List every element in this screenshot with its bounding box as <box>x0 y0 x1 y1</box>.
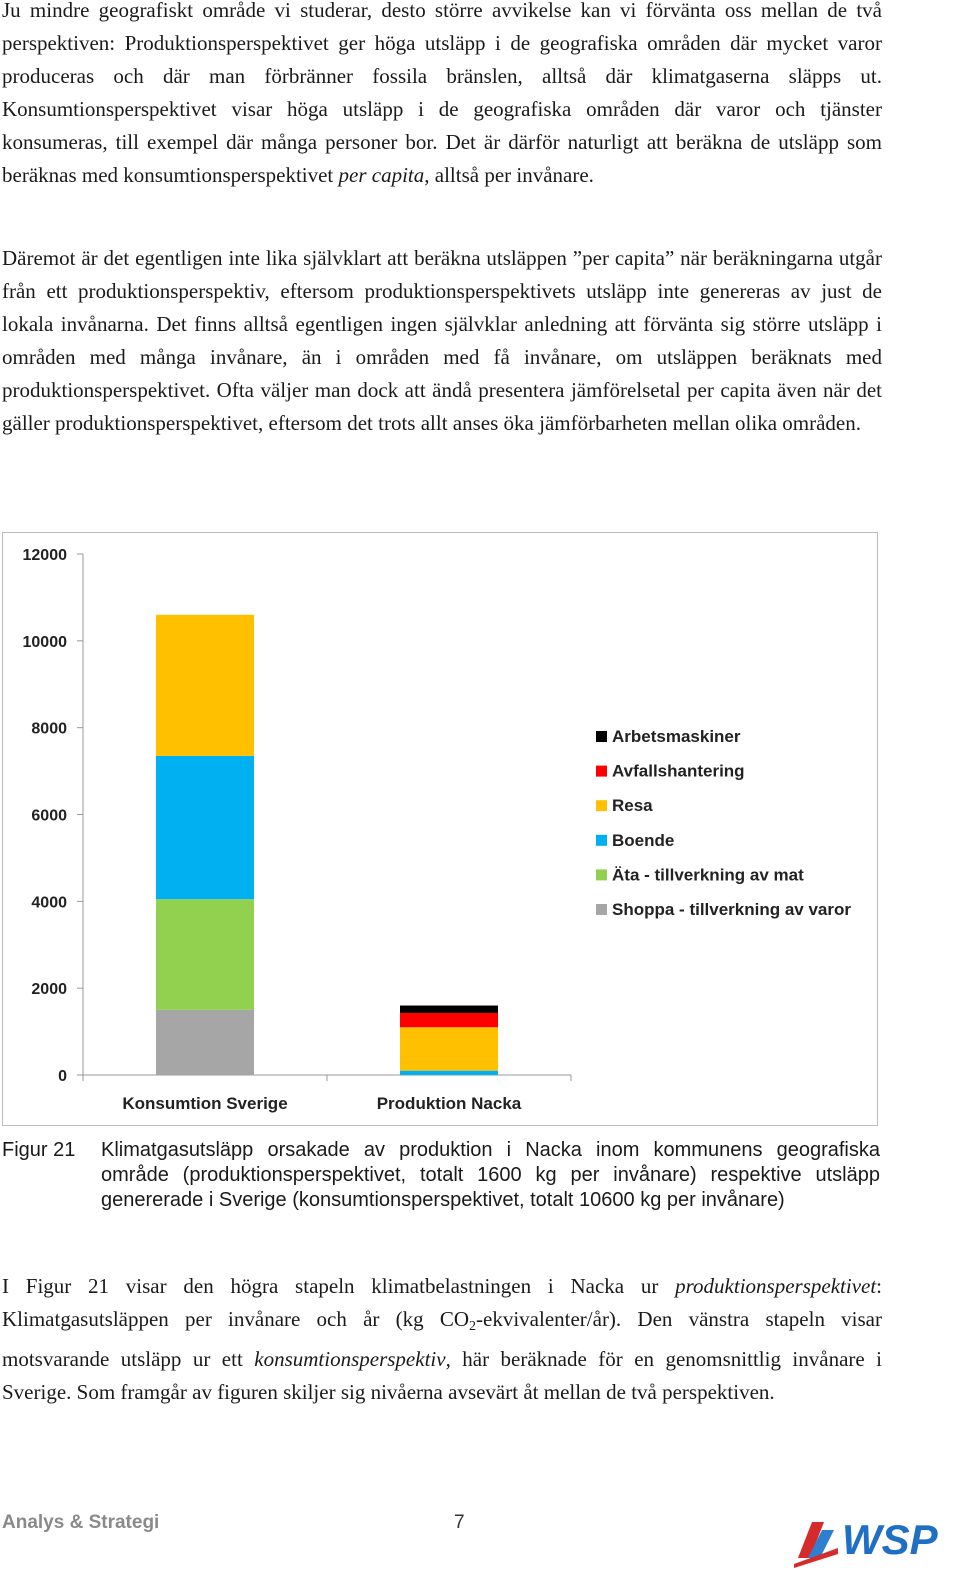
legend-swatch-1 <box>596 766 607 777</box>
p3-a-italic: produktionsperspektivet <box>675 1274 877 1298</box>
legend-swatch-0 <box>596 731 607 742</box>
paragraph-1-italic: per capita <box>338 163 425 187</box>
y-tick-label-6: 12000 <box>22 547 67 564</box>
figure-caption: Klimatgasutsläpp orsakade av produktion i Nacka inom kommunens geografiska område (produktionsperspektivet, totalt 1600 kg per invånare) respektive utsläpp genererade i Sverige (konsumtionsperspektivet, totalt 10600 kg per invånare) <box>101 1139 880 1211</box>
emissions-chart <box>2 532 878 1126</box>
legend-label-2: Resa <box>612 796 653 816</box>
legend-label-4: Äta - tillverkning av mat <box>612 865 804 885</box>
category-label-0: Konsumtion Sverige <box>122 1094 288 1113</box>
y-tick-label-3: 6000 <box>31 807 67 825</box>
bar-segment-1-4 <box>400 1013 498 1027</box>
paragraph-1 <box>2 0 882 192</box>
p3-b: : Klimatgasutsläppen per invånare och år (kg CO <box>2 1274 883 1331</box>
page-number: 7 <box>454 1512 465 1533</box>
y-tick-label-4: 8000 <box>31 720 67 738</box>
p3-d: , här beräknade för en genomsnittlig invånare i Sverige. Som framgår av figuren skiljer sig nivåerna avsevärt åt mellan de två perspektiven. <box>2 1347 882 1404</box>
bar-segment-1-2 <box>400 1071 498 1075</box>
bar-segment-0-3 <box>156 615 254 756</box>
bar-segment-0-2 <box>156 756 254 899</box>
paragraph-1-text: Ju mindre geografiskt område vi studerar, desto större avvikelse kan vi förvänta oss mellan de två perspektiven: Produktionsperspektivet ger höga utsläpp i de geografiska områden där mycket varor produceras och där man förbränner fossila bränslen, alltså där klimatgaserna släpps ut. Konsumtionsperspektivet visar höga utsläpp i de geografiska områden där varor och tjänster konsumeras, till exempel där många personer bor. Det är därför naturligt att beräkna de utsläpp som beräknas med konsumtionsperspektivet <box>2 0 882 187</box>
chart-svg <box>3 533 877 1125</box>
legend-swatch-4 <box>596 869 607 880</box>
p3-c-italic: konsumtionsperspektiv <box>254 1347 446 1371</box>
footer-section-title: Analys & Strategi <box>2 1512 160 1533</box>
bar-segment-0-0 <box>156 1010 254 1075</box>
y-tick-label-0: 0 <box>58 1068 67 1085</box>
legend-swatch-2 <box>596 800 607 811</box>
p3-subscript: 2 <box>469 1319 477 1334</box>
y-tick-label-5: 10000 <box>22 633 67 651</box>
legend-swatch-3 <box>596 835 607 846</box>
legend-swatch-5 <box>596 904 607 915</box>
paragraph-2: Däremot är det egentligen inte lika självklart att beräkna utsläppen ”per capita” när beräkningarna utgår från ett produktionsperspektiv, eftersom produktionsperspektivets utsläpp inte genereras av just de lokala invånarna. Det finns alltså egentligen ingen självklar anledning att förvänta sig större utsläpp i områden med många invånare, än i områden med få invånare, om utsläppen beräknats med produktionsperspektivet. Ofta väljer man dock att ändå presentera jämförelsetal per capita även när det gäller produktionsperspektivet, eftersom det trots allt anses öka jämförbarheten mellan olika områden. <box>2 246 882 435</box>
paragraph-3 <box>2 1270 882 1409</box>
bar-segment-1-5 <box>400 1006 498 1013</box>
bar-segment-1-3 <box>400 1027 498 1070</box>
paragraph-1-end: , alltså per invånare. <box>424 163 594 187</box>
y-tick-label-1: 2000 <box>31 981 67 999</box>
category-label-1: Produktion Nacka <box>376 1094 522 1113</box>
y-tick-label-2: 4000 <box>31 894 67 912</box>
legend-label-0: Arbetsmaskiner <box>612 727 741 746</box>
figure-number: Figur 21 <box>2 1139 76 1161</box>
p3-a: I Figur 21 visar den högra stapeln klimatbelastningen i Nacka ur <box>2 1274 659 1298</box>
svg-text:WSP: WSP <box>842 1516 938 1563</box>
bar-segment-0-1 <box>156 899 254 1010</box>
legend-label-1: Avfallshantering <box>612 761 745 781</box>
p3-c: -ekvivalenter/år). Den vänstra stapeln visar motsvarande utsläpp ur ett <box>2 1307 882 1371</box>
legend-label-5: Shoppa - tillverkning av varor <box>612 900 852 919</box>
legend-label-3: Boende <box>612 830 675 850</box>
wsp-logo <box>790 1508 950 1568</box>
